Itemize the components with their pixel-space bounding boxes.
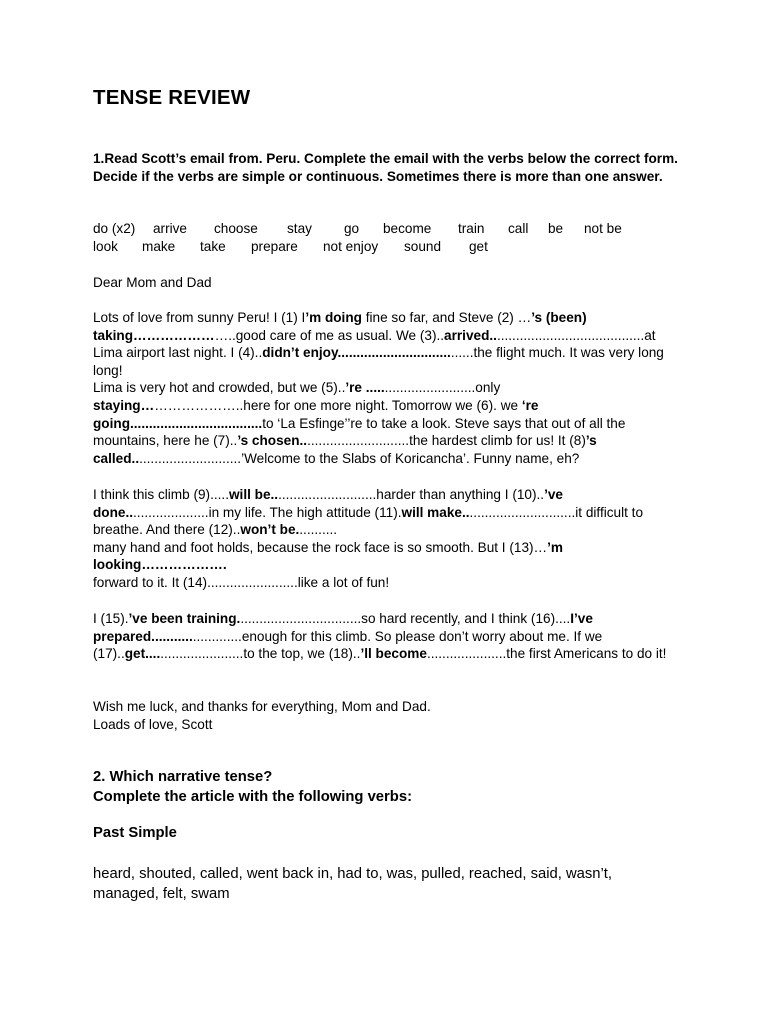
page-title: TENSE REVIEW [93,86,251,109]
answer: get.... [124,646,161,662]
answer: ’ve done.. [93,487,563,520]
text: fine so far, and Steve (2) … [361,310,532,325]
verb-item: become [383,221,432,236]
answer: ’m doing [305,310,362,325]
verb-box [93,220,683,256]
text: I (15). [93,611,129,626]
answer: ‘re going................................... [93,397,539,431]
verb-item: be [548,221,564,236]
text: ......the flight much. It was very long long! [93,345,664,378]
text: Lima is very hot and crowded, but we (5).. [93,380,346,396]
exercise2-title: 2. Which narrative tense? [93,769,273,785]
answer: ’s (been) taking……………… [93,310,587,343]
answer: won’t be. [240,522,300,538]
exercise2-instruction: Complete the article with the following verbs: [93,789,412,805]
answer: will make.. [401,504,470,520]
text: ..........................harder than anything I (10).. [278,487,545,502]
verb-item: do (x2) [93,221,136,236]
text: Lots of love from sunny Peru! I (1) I [93,310,306,325]
text: ............................it difficult to breathe. And there (12).. [93,504,644,538]
answer: I’ve prepared........... [93,611,593,644]
verb-item: go [344,221,360,236]
text: ...........................’Welcome to the Slabs of Koricancha’. Funny name, eh? [139,450,580,466]
answer: ’m looking………………. [93,539,564,573]
answer: ’ve been training. [128,611,241,626]
past-simple-verb-list: heard, shouted, called, went back in, had to, was, pulled, reached, said, wasn’t, managed, felt, swam [93,866,613,902]
verb-item: look [93,239,118,254]
text: …..good care of me as usual. We (3).. [214,327,445,343]
email-greeting: Dear Mom and Dad [93,275,212,290]
verb-item: prepare [251,239,298,254]
answer: didn’t enjoy.............................. [262,345,451,361]
verb-row-2 [93,238,683,256]
signature-line: Loads of love, Scott [93,716,213,732]
answer: ’re ..... [345,380,385,396]
text: .............enough for this climb. So please don’t worry about me. If we (17).. [93,628,603,662]
answer: ’s called.. [93,433,597,466]
exercise2-heading [93,767,683,807]
text: I think this climb (9)..... [93,487,229,502]
answer: ’ll become [360,646,427,662]
text: ....................in my life. The high attitude (11). [133,504,402,520]
answer: will be.. [228,487,279,502]
text: ................................so hard recently, and I think (16).... [240,611,571,626]
email-paragraph-2 [93,486,673,592]
text: ………………..here for one more night. Tomorrow we (6). we [154,397,522,413]
email-closing [93,698,683,733]
verb-item: make [142,239,176,254]
past-simple-subheading: Past Simple [93,825,177,841]
text: to ‘La Esfinge’’re to take a look. Steve says that out of all the mountains, here he (7).. [93,415,626,449]
email-paragraph-3 [93,610,673,663]
verb-item: sound [404,239,442,254]
verb-item: train [458,221,485,236]
text: many hand and foot holds, because the rock face is so smooth. But I (13)… [93,539,548,555]
verb-item: not enjoy [323,239,379,254]
closing-line: Wish me luck, and thanks for everything, Mom and Dad. [93,699,431,714]
exercise1-instruction: 1.Read Scott’s email from. Peru. Complete the email with the verbs below the correct form. Decide if the verbs are simple or continuous. Sometimes there is more than one answer. [93,151,678,184]
verb-item: choose [214,221,258,236]
text: forward to it. It (14)........................like a lot of fun! [93,574,390,590]
answer: staying… [93,397,155,413]
text: .....................the first Americans to do it! [426,646,667,662]
verb-item: take [200,239,226,254]
verb-item: not be [584,221,622,236]
text: ......................to the top, we (18).. [160,646,361,662]
verb-item: call [508,221,529,236]
text: ........................only [384,380,501,396]
verb-row-1 [93,220,683,238]
verb-item: stay [287,221,312,236]
email-paragraph-1 [93,309,673,467]
answer: arrived.. [444,327,497,343]
text: ...........................the hardest climb for us! It (8) [307,433,586,449]
text: .......................................at Lima airport last night. I (4).. [93,327,656,361]
answer: ’s chosen.. [237,433,308,449]
verb-item: get [469,239,488,254]
verb-item: arrive [153,221,187,236]
text: .......... [299,522,338,538]
